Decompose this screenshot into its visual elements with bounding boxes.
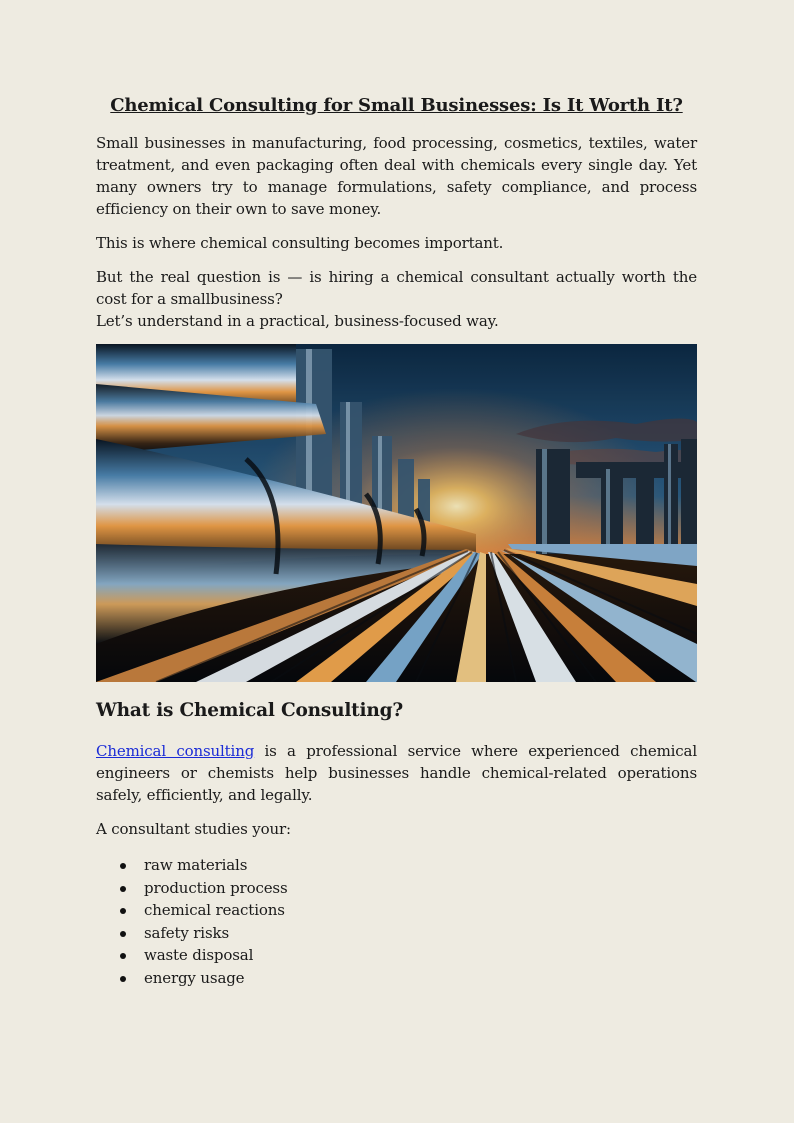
list-item: safety risks <box>96 922 697 945</box>
question-line: But the real question is — is hiring a chemical consultant actually worth the cost for a smallbusiness? <box>96 268 697 308</box>
studies-intro: A consultant studies your: <box>96 820 291 838</box>
list-item: raw materials <box>96 854 697 877</box>
bullet-icon <box>120 953 126 959</box>
chemical-consulting-link[interactable]: Chemical consulting <box>96 742 255 760</box>
intro-importance-paragraph: This is where chemical consulting becomes important. <box>96 234 504 252</box>
bullet-icon <box>120 908 126 914</box>
bullet-icon <box>120 931 126 937</box>
definition-text: is a professional service where experienced chemical engineers or chemists help businesses handle chemical-related operations safely, efficiently, and legally. <box>96 742 697 804</box>
question-paragraph <box>96 266 697 332</box>
document-page <box>96 94 697 989</box>
bullet-icon <box>120 863 126 869</box>
industrial-pipeline-photo <box>96 344 697 682</box>
list-item: production process <box>96 877 697 900</box>
bullet-icon <box>120 886 126 892</box>
list-item: waste disposal <box>96 944 697 967</box>
list-item: energy usage <box>96 967 697 990</box>
studies-list <box>96 854 697 989</box>
practical-line: Let’s understand in a practical, business-focused way. <box>96 312 499 330</box>
section-heading: What is Chemical Consulting? <box>96 700 403 721</box>
definition-paragraph <box>96 740 697 806</box>
intro-paragraph: Small businesses in manufacturing, food processing, cosmetics, textiles, water treatment, and even packaging often deal with chemicals every single day. Yet many owners try to manage formulations, safety compliance, and process efficiency on their own to save money. <box>96 134 697 218</box>
list-item: chemical reactions <box>96 899 697 922</box>
bullet-icon <box>120 976 126 982</box>
document-title: Chemical Consulting for Small Businesses: Is It Worth It? <box>110 95 683 116</box>
